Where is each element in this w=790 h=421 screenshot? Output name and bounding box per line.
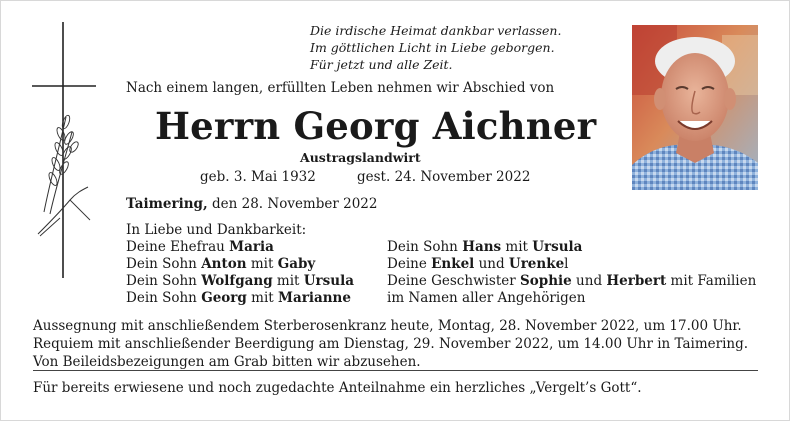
funeral-line: Requiem mit anschließender Beerdigung am Dienstag, 29. November 2022, um 14.00 Uhr in Taimering. xyxy=(33,336,749,352)
poem-line: Für jetzt und alle Zeit. xyxy=(310,57,453,72)
notice-date: den 28. November 2022 xyxy=(212,196,378,212)
intro-text: Nach einem langen, erfüllten Leben nehmen wir Abschied von xyxy=(126,80,555,96)
mourner-line: Dein Sohn Hans mit Ursula xyxy=(387,239,583,255)
deceased-occupation: Austragslandwirt xyxy=(300,150,421,165)
death-date: gest. 24. November 2022 xyxy=(357,169,531,185)
funeral-line: Aussegnung mit anschließendem Sterberosenkranz heute, Montag, 28. November 2022, um 17.00 Uhr. xyxy=(33,318,742,334)
funeral-details xyxy=(33,317,748,371)
mourner-line: Dein Sohn Anton mit Gaby xyxy=(126,256,316,272)
mourner-line: Dein Sohn Georg mit Marianne xyxy=(126,290,351,306)
poem xyxy=(310,22,561,73)
mourners-heading: In Liebe und Dankbarkeit: xyxy=(126,222,307,238)
poem-line: Die irdische Heimat dankbar verlassen. xyxy=(310,23,562,38)
cross-with-wheat-icon xyxy=(30,22,100,278)
deceased-name: Herrn Georg Aichner xyxy=(155,104,597,148)
mourners-left-list xyxy=(126,239,354,307)
place-date xyxy=(126,196,377,212)
poem-line: Im göttlichen Licht in Liebe geborgen. xyxy=(310,40,555,55)
funeral-line: Von Beileidsbezeigungen am Grab bitten wir abzusehen. xyxy=(33,354,421,370)
portrait-photo xyxy=(632,25,758,190)
mourner-line: Deine Geschwister Sophie und Herbert mit Familien xyxy=(387,273,757,289)
thanks-text: Für bereits erwiesene und noch zugedachte Anteilnahme ein herzliches „Vergelt’s Gott“. xyxy=(33,380,642,396)
mourners-right-list xyxy=(387,239,756,307)
divider-line xyxy=(33,370,758,371)
place-name: Taimering, xyxy=(126,196,208,212)
birth-date: geb. 3. Mai 1932 xyxy=(200,169,316,185)
mourner-line: Deine Enkel und Urenkel xyxy=(387,256,569,272)
mourner-line: Dein Sohn Wolfgang mit Ursula xyxy=(126,273,354,289)
mourner-line: im Namen aller Angehörigen xyxy=(387,290,586,306)
mourner-line: Deine Ehefrau Maria xyxy=(126,239,274,255)
